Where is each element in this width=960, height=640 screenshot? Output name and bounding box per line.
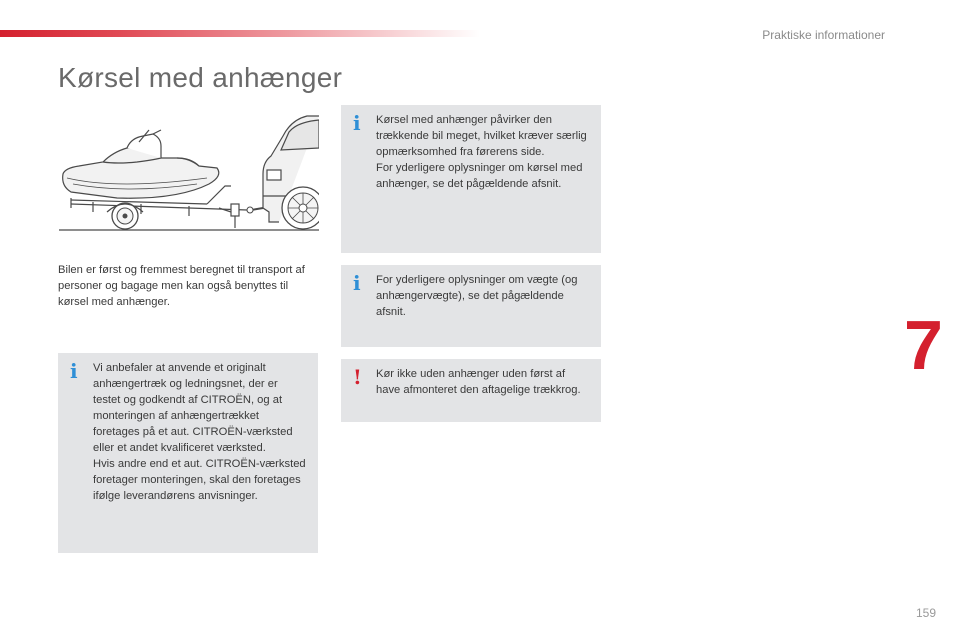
- note-line: For yderligere oplysninger om kørsel med anhænger, se det pågældende afsnit.: [376, 162, 583, 190]
- page-title: Kørsel med anhænger: [58, 62, 343, 93]
- info-icon: i: [70, 359, 78, 383]
- weight-info-note: [341, 265, 601, 347]
- info-icon: i: [353, 271, 361, 295]
- intro-paragraph: Bilen er først og fremmest beregnet til transport af personer og bagage men kan også benyttes til kørsel med anhænger.: [58, 264, 305, 308]
- note-line: Hvis andre end et aut. CITROËN-værksted foretager monteringen, skal den foretages ifølge leverandørens anvisninger.: [93, 458, 306, 502]
- warning-icon: !: [353, 365, 362, 389]
- note-line: Vi anbefaler at anvende et originalt anhængertræk og ledningsnet, der er testet og godkendt af CITROËN, og at monteringen af anhængertrækket foretages på et aut. CITROËN-værksted eller et andet kvalificeret værksted.: [93, 362, 293, 454]
- trailer-wheel: [107, 203, 143, 229]
- header-accent-bar: [0, 30, 480, 37]
- note-line: For yderligere oplysninger om vægte (og anhængervægte), se det pågældende afsnit.: [376, 274, 578, 318]
- section-title: Praktiske informationer: [762, 28, 885, 42]
- car-towing-jetski-illustration: [57, 112, 319, 237]
- note-line: Kørsel med anhænger påvirker den trækkende bil meget, hvilket kræver særlig opmærksomhed fra førerens side.: [376, 114, 587, 158]
- warning-note: [341, 359, 601, 422]
- page-number: 159: [915, 606, 936, 620]
- car-wheel: [282, 187, 319, 229]
- chapter-number: 7: [904, 306, 943, 384]
- note-line: Kør ikke uden anhænger uden først af have afmonteret den aftagelige trækkrog.: [376, 368, 581, 396]
- driving-info-note: [341, 105, 601, 253]
- recommendation-note: [58, 353, 318, 553]
- jetski: [63, 130, 219, 198]
- info-icon: i: [353, 111, 361, 135]
